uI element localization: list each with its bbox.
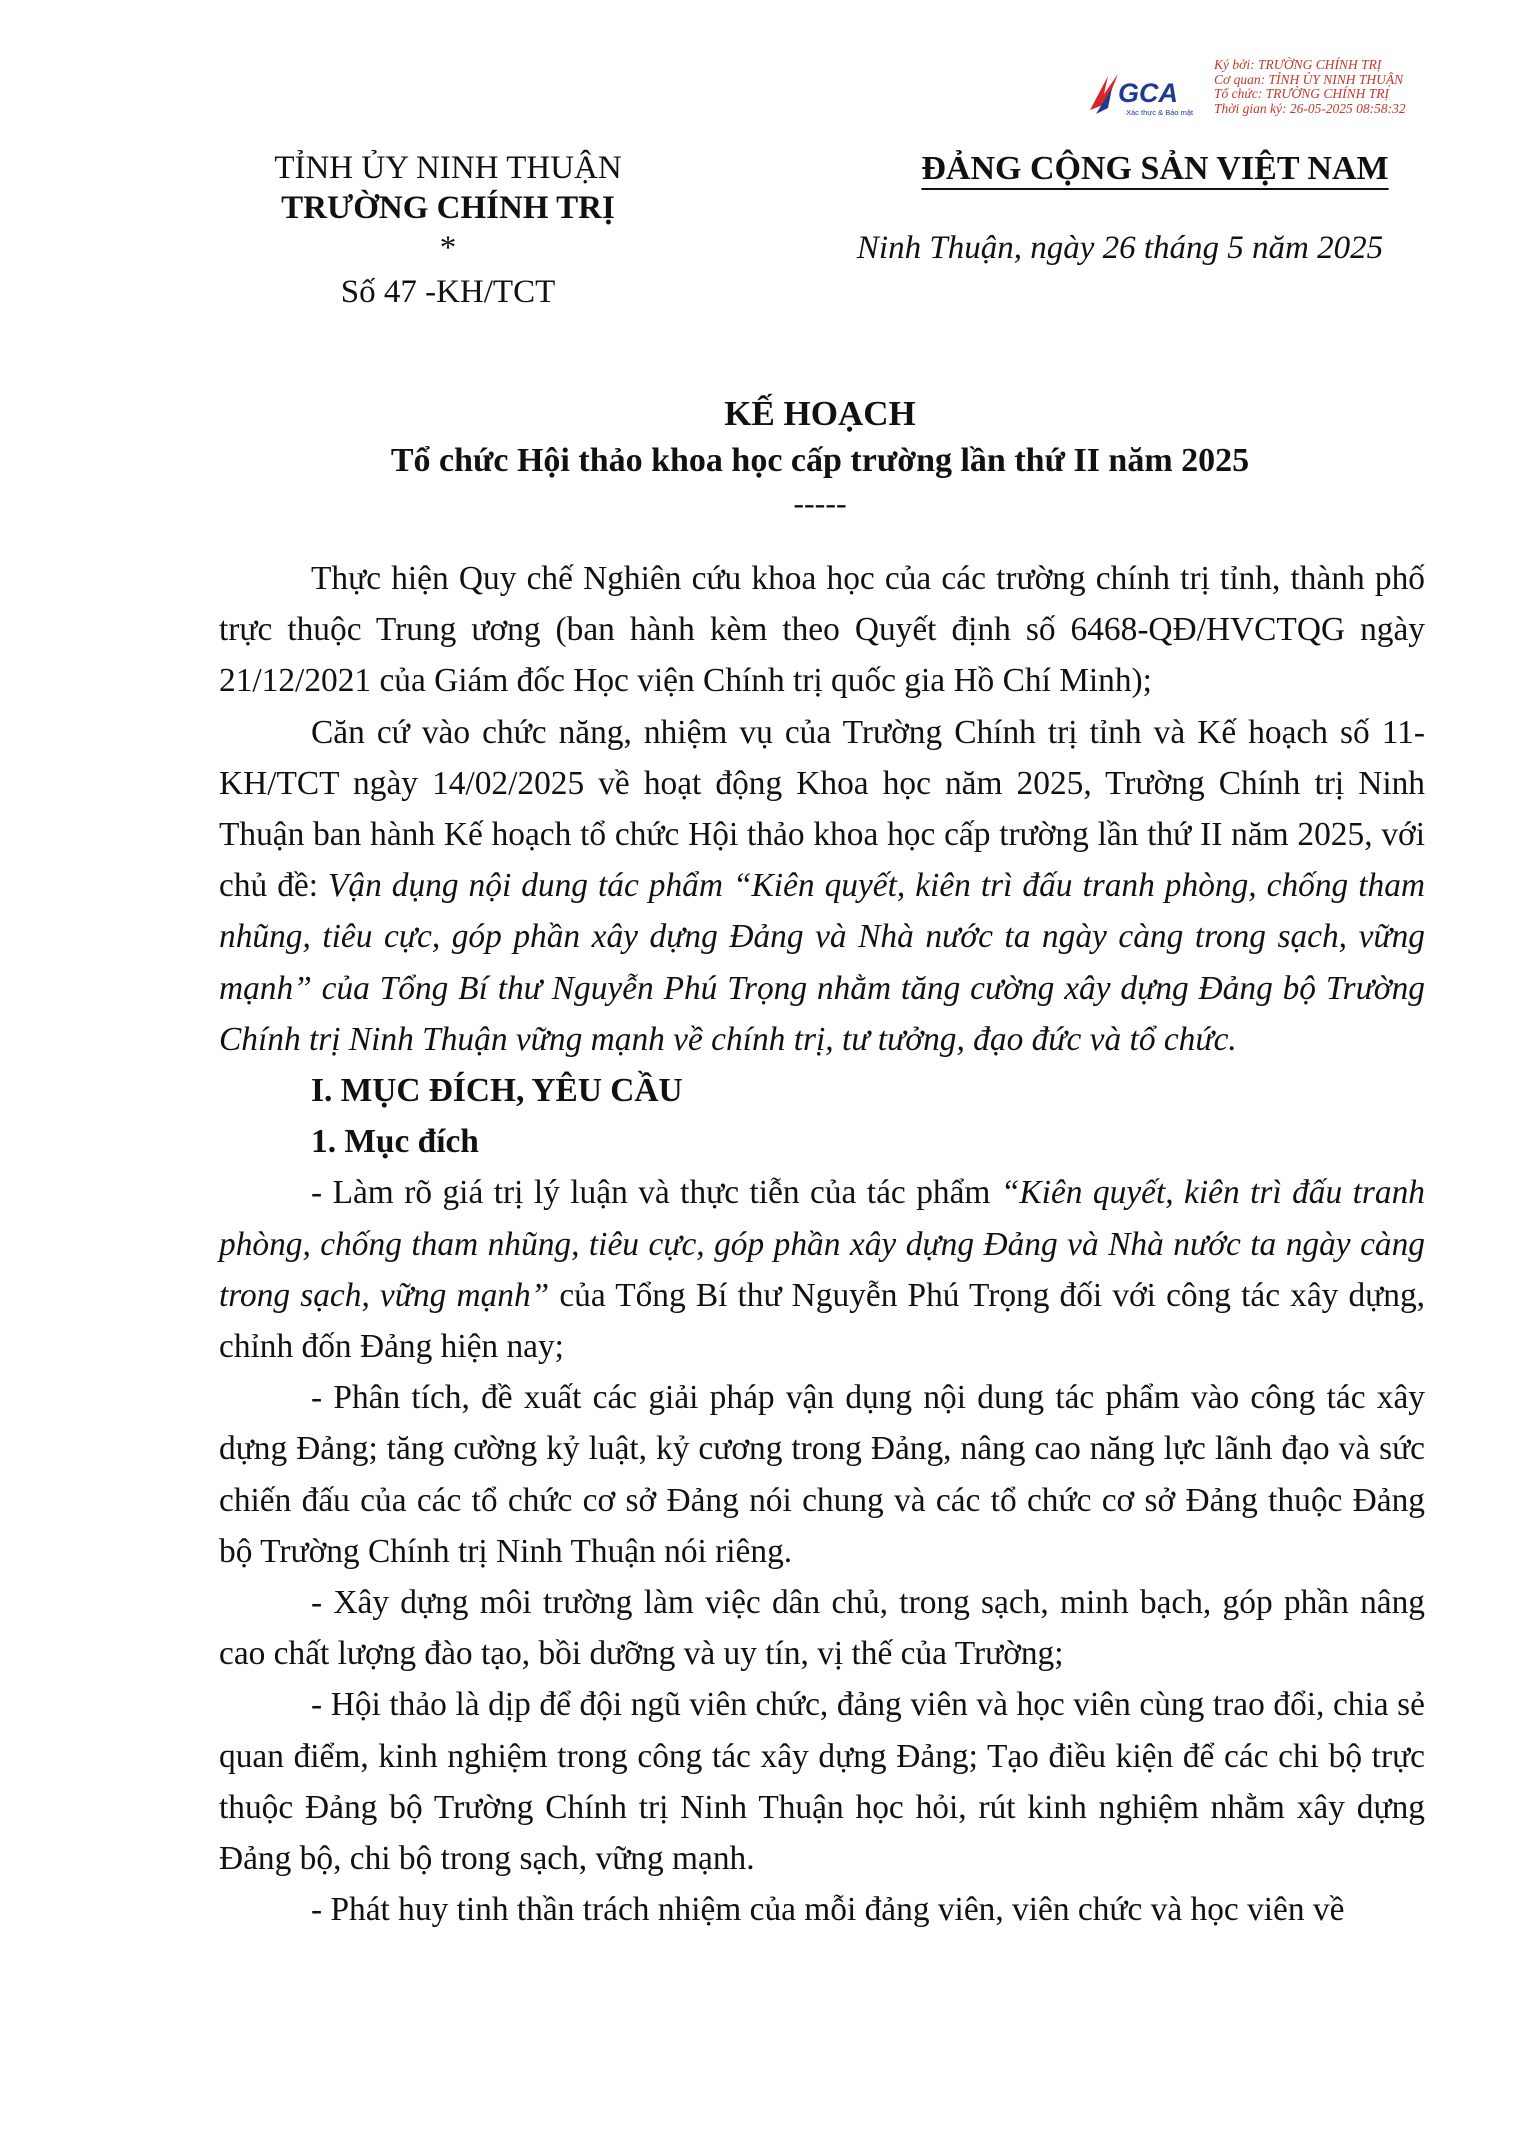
title-separator: ----- bbox=[793, 485, 847, 521]
paragraph-basis-1: Thực hiện Quy chế Nghiên cứu khoa học của các trường chính trị tỉnh, thành phố trực thuộc Trung ương (ban hành kèm theo Quyết định số 6468-QĐ/HVCTQG ngày 21/12/2021 của Giám đốc Học viện Chính trị quốc gia Hồ Chí Minh); bbox=[219, 560, 1425, 700]
party-name: ĐẢNG CỘNG SẢN VIỆT NAM bbox=[921, 150, 1389, 187]
bullet-1-work-title: “Kiên quyết, kiên trì đấu tranh phòng, chống tham nhũng, tiêu cực, góp phần xây dựng Đảng và Nhà nước ta ngày càng trong sạch, vững mạnh” bbox=[219, 1174, 1425, 1314]
signed-by: Ký bởi: TRƯỜNG CHÍNH TRỊ bbox=[1214, 57, 1382, 72]
bullet-1-tail: của Tổng Bí thư Nguyễn Phú Trọng đối với công tác xây dựng, chỉnh đốn Đảng hiện nay; bbox=[219, 1276, 1426, 1366]
subsection-heading: 1. Mục đích bbox=[311, 1123, 479, 1161]
bullet-3: - Xây dựng môi trường làm việc dân chủ, trong sạch, minh bạch, góp phần nâng cao chất lượng đào tạo, bồi dưỡng và uy tín, vị thế của Trường; bbox=[219, 1584, 1425, 1673]
bullet-5: - Phát huy tinh thần trách nhiệm của mỗi đảng viên, viên chức và học viên về bbox=[311, 1891, 1345, 1929]
basis-2-text: Căn cứ vào chức năng, nhiệm vụ của Trường Chính trị tỉnh và Kế hoạch số 11-KH/TCT ngày 14/02/2025 về hoạt động Khoa học năm 2025, Trường Chính trị Ninh Thuận ban hành Kế hoạch tổ chức Hội thảo khoa học cấp trường lần thứ II năm 2025, với chủ đề: bbox=[219, 713, 1425, 905]
bullet-1 bbox=[219, 1167, 1425, 1372]
logo-subtext: Xác thực & Bảo mật bbox=[1126, 108, 1194, 117]
logo-text: GCA bbox=[1118, 78, 1178, 108]
paragraph-basis-2 bbox=[219, 707, 1425, 1065]
bullet-2: - Phân tích, đề xuất các giải pháp vận dụng nội dung tác phẩm vào công tác xây dựng Đảng; tăng cường kỷ luật, kỷ cương trong Đảng, nâng cao năng lực lãnh đạo và sức chiến đấu của các tổ chức cơ sở Đảng nói chung và các tổ chức cơ sở Đảng thuộc Đảng bộ Trường Chính trị Ninh Thuận nói riêng. bbox=[219, 1379, 1425, 1570]
signature-text bbox=[1214, 58, 1406, 116]
document-body bbox=[219, 553, 1425, 1935]
gca-logo-icon bbox=[1086, 70, 1208, 120]
signer-agency: Cơ quan: TỈNH ỦY NINH THUẬN bbox=[1214, 71, 1404, 87]
org-name: TRƯỜNG CHÍNH TRỊ bbox=[281, 190, 615, 226]
bullet-1-lead: - Làm rõ giá trị lý luận và thực tiễn của tác phẩm bbox=[311, 1174, 1001, 1212]
section-heading: I. MỤC ĐÍCH, YÊU CẦU bbox=[311, 1072, 683, 1110]
theme-text: Vận dụng nội dung tác phẩm “Kiên quyết, kiên trì đấu tranh phòng, chống tham nhũng, tiêu cực, góp phần xây dựng Đảng và Nhà nước ta ngày càng trong sạch, vững mạnh” của Tổng Bí thư Nguyễn Phú Trọng nhằm tăng cường xây dựng Đảng bộ Trường Chính trị Ninh Thuận vững mạnh về chính trị, tư tưởng, đạo đức và tổ chức. bbox=[219, 867, 1426, 1058]
org-parent: TỈNH ỦY NINH THUẬN bbox=[274, 150, 622, 186]
document-title: KẾ HOẠCH bbox=[724, 394, 916, 433]
signer-organization: Tổ chức: TRƯỜNG CHÍNH TRỊ bbox=[1214, 86, 1390, 102]
signed-time: Thời gian ký: 26-05-2025 08:58:32 bbox=[1214, 100, 1406, 116]
document-subtitle: Tổ chức Hội thảo khoa học cấp trường lần thứ II năm 2025 bbox=[390, 442, 1250, 479]
document-number: Số 47 -KH/TCT bbox=[340, 274, 556, 310]
place-date: Ninh Thuận, ngày 26 tháng 5 năm 2025 bbox=[856, 230, 1384, 266]
digital-signature-block bbox=[1086, 58, 1436, 124]
org-star: * bbox=[439, 230, 457, 266]
bullet-4: - Hội thảo là dịp để đội ngũ viên chức, đảng viên và học viên cùng trao đổi, chia sẻ quan điểm, kinh nghiệm trong công tác xây dựng Đảng; Tạo điều kiện để các chi bộ trực thuộc Đảng bộ Trường Chính trị Ninh Thuận học hỏi, rút kinh nghiệm nhằm xây dựng Đảng bộ, chi bộ trong sạch, vững mạnh. bbox=[219, 1686, 1425, 1878]
issuing-organization bbox=[238, 148, 658, 268]
party-heading bbox=[880, 148, 1430, 190]
